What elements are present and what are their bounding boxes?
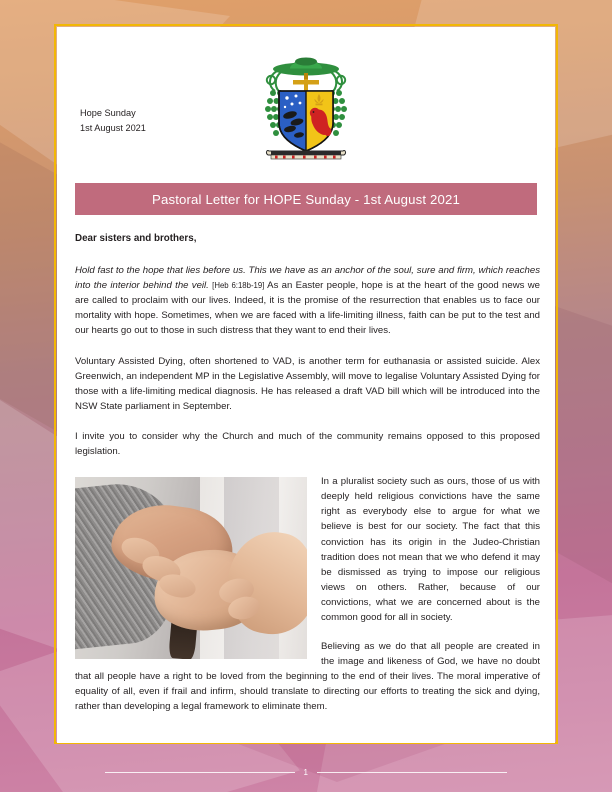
date-label: 1st August 2021 — [80, 123, 146, 133]
letter-body — [75, 231, 540, 729]
scripture-quote: Hold fast to the hope that lies before us. This we have as an anchor of the soul, sure and firm, which reaches into the interior behind the veil. — [75, 265, 540, 292]
salutation: Dear sisters and brothers, — [75, 233, 197, 244]
paragraph-scripture — [75, 263, 540, 338]
letter-header — [57, 27, 555, 172]
paragraph-5: Believing as we do that all people are created in the image and likeness of God, we have no doubt that all people have a right to be loved from the beginning to the end of their lives. The moral imperative of equality of all, even if frail and infirm, should translate to directing our efforts to treating the sick and dying, rather than developing a legal framework to eliminate them. — [75, 641, 540, 713]
page-footer — [0, 762, 612, 782]
occasion-label: Hope Sunday — [80, 108, 136, 118]
footer-rule-left — [105, 772, 295, 773]
footer-rule-right — [317, 772, 507, 773]
paragraph-1-text: As an Easter people, hope is at the heart of the good news we are called to proclaim with our lives. Indeed, it is the promise of the resurrection that enables us to face our mortality with hope. Sometimes, when we are faced with a life-limiting illness, faith can be put to the test and our hearts go out to those in such distress that they want to end their lives. — [75, 280, 541, 337]
paragraph-2: Voluntary Assisted Dying, often shortened to VAD, is another term for euthanasia or assisted suicide. Alex Greenwich, an independent MP in the Legislative Assembly, will move to legalise Voluntary Assisted Dying for those with a life-limiting medical diagnosis. He has released a draft VAD bill which will be introduced into the NSW State parliament in September. — [75, 355, 540, 412]
scripture-citation: [Heb 6:18b-19] — [212, 281, 265, 291]
page-number: 1 — [303, 767, 309, 777]
letter-content-sheet — [57, 27, 555, 743]
episcopal-coat-of-arms-icon — [259, 47, 353, 165]
paragraph-3: I invite you to consider why the Church and much of the community remains opposed to this proposed legislation. — [75, 430, 540, 458]
dateline — [80, 106, 146, 136]
title-banner — [75, 183, 537, 215]
hands-holding-cane-photo — [75, 477, 307, 659]
banner-title-text: Pastoral Letter for HOPE Sunday - 1st August 2021 — [152, 191, 460, 207]
paragraph-4: In a pluralist society such as ours, those of us with deeply held religious convictions have the same right as everybody else to argue for what we believe is best for our society. The fact that this conviction has its origin in the Judeo-Christian tradition does not mean that we who defend it may be dismissed as trying to impose our religious views on others. Rather, because of our convictions, what we are concerned about is the common good for all in society. — [321, 476, 540, 623]
